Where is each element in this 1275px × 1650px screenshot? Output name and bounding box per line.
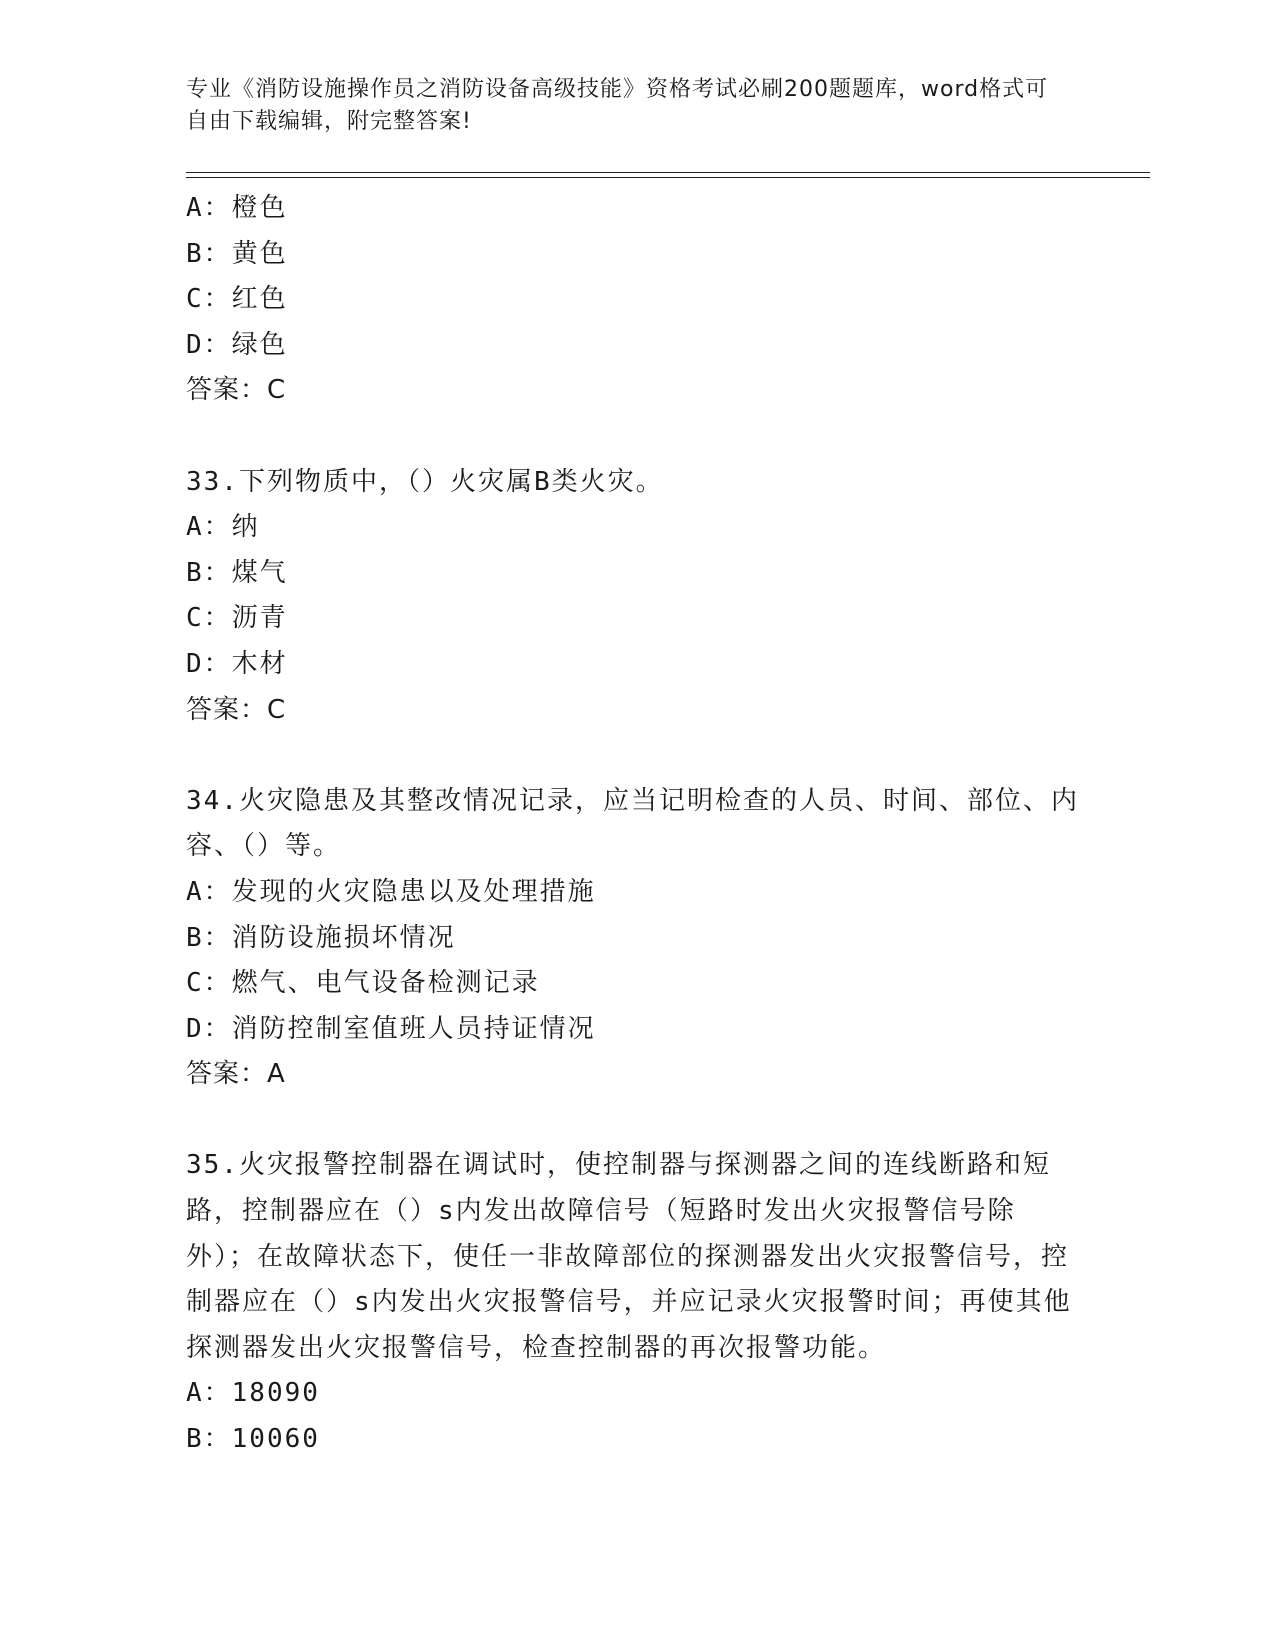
answer: 答案：A xyxy=(186,1059,286,1090)
option-c: C：沥青 xyxy=(186,603,288,634)
option-d: D：消防控制室值班人员持证情况 xyxy=(186,1013,596,1044)
question-32 xyxy=(186,186,1086,414)
header-rule-bottom xyxy=(186,177,1150,178)
option-c: C：红色 xyxy=(186,284,288,315)
question-33 xyxy=(186,460,1086,734)
header-rule-top xyxy=(186,172,1150,173)
question-stem: 33.下列物质中，（）火灾属B类火灾。 xyxy=(186,466,664,497)
option-b: B：煤气 xyxy=(186,557,288,588)
question-35 xyxy=(186,1143,1086,1462)
option-a: A：发现的火灾隐患以及处理措施 xyxy=(186,876,596,907)
document-header: 专业《消防设施操作员之消防设备高级技能》资格考试必刷200题题库，word格式可自由下载编辑，附完整答案! xyxy=(186,77,1049,134)
option-d: D：绿色 xyxy=(186,329,288,360)
question-content xyxy=(186,186,1086,1463)
answer: 答案：C xyxy=(186,375,287,406)
option-b: B：消防设施损坏情况 xyxy=(186,922,456,953)
option-a: A：18090 xyxy=(186,1378,320,1409)
question-stem: 35.火灾报警控制器在调试时，使控制器与探测器之间的连线断路和短路，控制器应在（）s内发出故障信号（短路时发出火灾报警信号除外）；在故障状态下，使任一非故障部位的探测器发出火灾报警信号，控制器应在（）s内发出火灾报警信号，并应记录火灾报警时间；再使其他探测器发出火灾报警信号，检查控制器的再次报警功能。 xyxy=(186,1150,1072,1363)
option-a: A：纳 xyxy=(186,512,260,543)
option-b: B：黄色 xyxy=(186,238,288,269)
spacer xyxy=(186,1098,1086,1144)
question-stem: 34.火灾隐患及其整改情况记录，应当记明检查的人员、时间、部位、内容、（）等。 xyxy=(186,785,1079,862)
option-b: B：10060 xyxy=(186,1424,320,1455)
option-c: C：燃气、电气设备检测记录 xyxy=(186,968,540,999)
answer: 答案：C xyxy=(186,694,287,725)
option-a: A：橙色 xyxy=(186,193,288,223)
question-34 xyxy=(186,779,1086,1098)
spacer xyxy=(186,414,1086,460)
option-d: D：木材 xyxy=(186,648,288,679)
spacer xyxy=(186,733,1086,779)
